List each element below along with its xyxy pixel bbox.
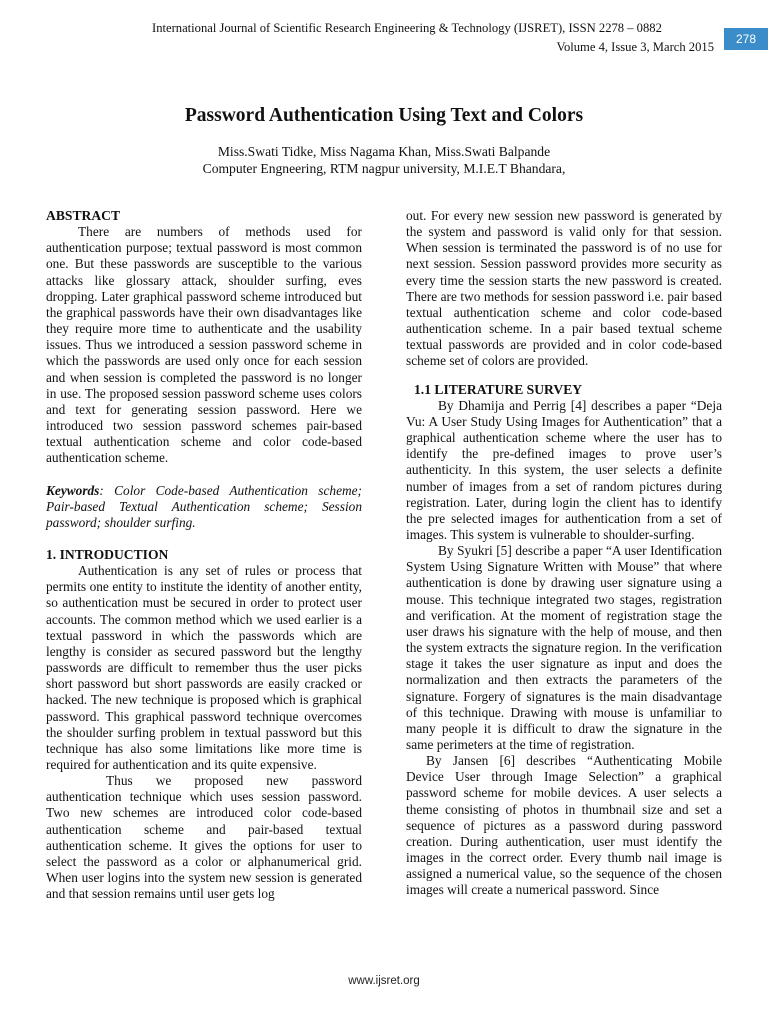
left-column [46, 208, 362, 902]
keywords [46, 483, 362, 531]
literature-paragraph-1: By Dhamija and Perrig [4] describes a paper “Deja Vu: A User Study Using Images for Authentication” that a graphical authentication scheme where the user has to identify the pre-defined images to prove user’s authenticity. In this system, the user selects a definite number of images from a set of random pictures during registration. Later, during login the client has to identify the pre selected images for authentication from a set of images. This system is vulnerable to shoulder-surfing. [406, 397, 722, 542]
paper-title: Password Authentication Using Text and Colors [184, 105, 584, 126]
volume-issue: Volume 4, Issue 3, March 2015 [556, 40, 714, 54]
page-number-badge: 278 [724, 28, 768, 50]
introduction-paragraph-3: out. For every new session new password is generated by the system and password is valid only for that session. When session is terminated the password is of no use for next session. Session password provides more security as every time the session starts the new password is created. There are two methods for session password i.e. pair based textual authentication scheme and color code-based authentication scheme. In a pair based textual scheme textual passwords are provided and in color code-based scheme set of colors are provided. [406, 208, 722, 369]
paper-authors: Miss.Swati Tidke, Miss Nagama Khan, Miss.Swati Balpande [217, 144, 551, 159]
abstract-text: There are numbers of methods used for authentication purpose; textual password is most common one. But these passwords are susceptible to the various attacks like glossary attack, shoulder surfing, eves dropping. Later graphical password scheme introduced but the graphical passwords have their own disadvantages like they require more time to authenticate and the usability issues. Thus we introduced a session password scheme in which the passwords are used only once for each session and when session is completed the password is no longer in use. The proposed session password scheme uses colors and text for generating session password. Here we introduced two session password schemes pair-based textual authentication scheme and color code-based authentication scheme. [46, 224, 362, 466]
right-column [406, 208, 722, 899]
keywords-label: Keywords [46, 482, 100, 498]
journal-header: International Journal of Scientific Research Engineering & Technology (IJSRET), ISSN 2278 – 0882 [152, 21, 662, 35]
footer-url: www.ijsret.org [348, 975, 420, 987]
keywords-text: : Color Code-based Authentication scheme; Pair-based Textual Authentication scheme; Session password; shoulder surfing. [46, 482, 362, 530]
literature-paragraph-2: By Syukri [5] describe a paper “A user Identification System Using Signature Written with Mouse” that where authentication is done by drawing user signature using a mouse. This technique integrated two stages, registration and verification. At the moment of registration stage the user draws his signature with the help of mouse, and then the system extracts the signature region. In the verification stage it takes the user signature as input and does the normalization and then extracts the parameters of the signature. Forgery of signatures is the main disadvantage of this technique. Drawing with mouse is unfamiliar to many people it is difficult to draw the signature in the same perimeters at the time of registration. [406, 543, 722, 752]
paper-affiliation: Computer Engneering, RTM nagpur university, M.I.E.T Bhandara, [202, 161, 566, 176]
introduction-heading: 1. INTRODUCTION [46, 546, 169, 562]
abstract-heading: ABSTRACT [46, 208, 121, 223]
literature-survey-heading: 1.1 LITERATURE SURVEY [414, 381, 583, 397]
introduction-paragraph-2: Thus we proposed new password authentication technique which uses session password. Two new schemes are introduced color code-based authentication scheme and pair-based textual authentication scheme. It gives the options for user to select the password as a color or alphanumerical grid. When user logins into the system new session is generated and that session remains until user gets log [46, 773, 362, 902]
introduction-paragraph-1: Authentication is any set of rules or process that permits one entity to institute the identity of another entity, so authentication must be secured in order to protect user accounts. The common method which we used earlier is a textual password in which the passwords which are lengthy is consider as secured password but the lengthy passwords are difficult to remember thus the user picks short password but short passwords are easily cracked or hacked. The new technique is proposed which is graphical password. This graphical password technique overcomes the shoulder surfing problem in textual password but this technique has also some limitations like more time is required for authentication and its quite expensive. [46, 563, 362, 772]
literature-paragraph-3: By Jansen [6] describes “Authenticating Mobile Device User through Image Selection” a graphical password scheme for mobile devices. A user selects a theme consisting of photos in thumbnail size and set a sequence of pictures as a password during password creation. During authentication, user must identify the images in the correct order. Every thumb nail image is assigned a numerical value, so the sequence of the chosen images will create a numerical password. Since [406, 753, 722, 898]
